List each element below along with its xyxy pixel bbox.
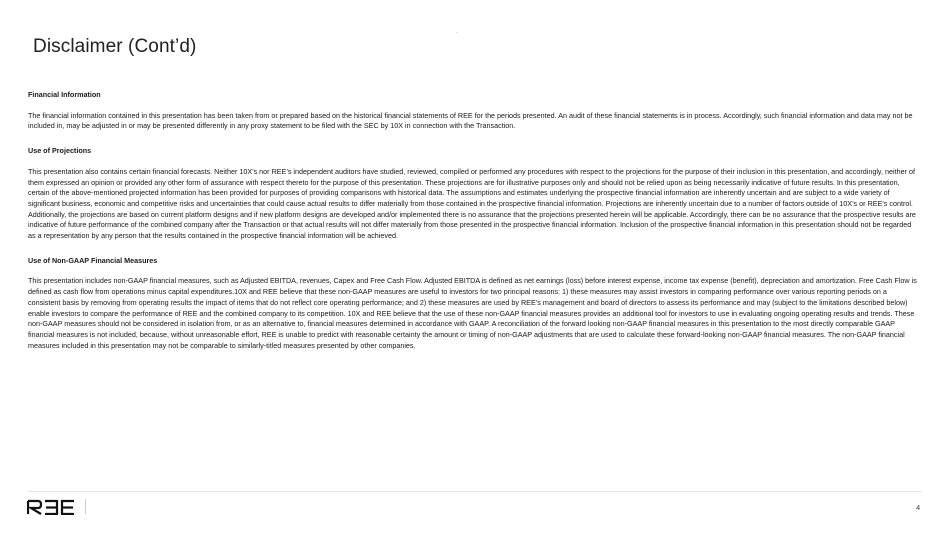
section-heading: Use of Projections bbox=[28, 146, 92, 156]
footer-divider bbox=[28, 491, 922, 492]
section-non-gaap-measures bbox=[28, 256, 920, 352]
section-heading: Use of Non-GAAP Financial Measures bbox=[28, 255, 158, 265]
logo-divider bbox=[85, 499, 86, 514]
section-body: This presentation also contains certain financial forecasts. Neither 10X’s nor REE’s independent auditors have studied, reviewed, compiled or performed any procedures with respect to the projections for the purpose of their inclusion in this presentation, and accordingly, neither of them expressed an opinion or provided any other form of assurance with respect thereto for the purpose of this presentation. These projections are for illustrative purposes only and should not be relied upon as being necessarily indicative of future results. In this presentation, certain of the above-mentioned projected information has been provided for purposes of providing comparisons with historical data. The assumptions and estimates underlying the prospective financial information are inherently uncertain and are subject to a wide variety of significant business, economic and competitive risks and uncertainties that could cause actual results to differ materially from those contained in the prospective financial information. Projections are inherently uncertain due to a number of factors outside of 10X’s or REE’s control. Additionally, the projections are based on current platform designs and if new platform designs are developed and/or implemented there is no assurance that the projections presented herein will be applicable. Accordingly, there can be no assurance that the prospective results are indicative of future performance of the combined company after the Transaction or that actual results will not differ materially from those presented in the prospective financial information. Inclusion of the prospective financial information in this presentation should not be regarded as a representation by any person that the results contained in the prospective financial information will be achieved. bbox=[28, 166, 916, 241]
page-number: 4 bbox=[916, 503, 921, 512]
ree-logo bbox=[27, 499, 75, 515]
section-body: The financial information contained in this presentation has been taken from or prepared based on the historical financial statements of REE for the periods presented. An audit of these financial statements is in process. Accordingly, such financial information and data may not be included in, may be adjusted in or may be presented differently in any proxy statement to be filed with the SEC by 10X in connection with the Transaction. bbox=[28, 110, 913, 131]
section-heading: Financial Information bbox=[28, 90, 101, 99]
section-use-of-projections bbox=[28, 146, 920, 242]
page-title: Disclaimer (Cont’d) bbox=[33, 36, 197, 57]
top-mark: · bbox=[456, 30, 458, 36]
disclaimer-content bbox=[28, 90, 920, 365]
section-body: This presentation includes non-GAAP financial measures, such as Adjusted EBITDA, revenues, Capex and Free Cash Flow. Adjusted EBITDA is defined as net earnings (loss) before interest expense, income tax expense (benefit), depreciation and amortization. Free Cash Flow is defined as cash flow from operations minus capital expenditures.10X and REE believe that these non-GAAP measures are useful to investors for two principal reasons: 1) these measures may assist investors in comparing performance over various reporting periods on a consistent basis by removing from operating results the impact of items that do not reflect core operating performance; and 2) these measures are used by REE’s management and board of directors to assess its performance and may (subject to the limitations described below) enable investors to compare the performance of REE and the combined company to its competition. 10X and REE believe that the use of these non-GAAP financial measures provides an additional tool for investors to use in evaluating ongoing operating results and trends. These non-GAAP measures should not be considered in isolation from, or as an alternative to, financial measures determined in accordance with GAAP. A reconciliation of the forward looking non-GAAP financial measures in this presentation to the most directly comparable GAAP financial measures is not included, because, without unreasonable effort, REE is unable to predict with reasonable certainty the amount or timing of non-GAAP adjustments that are used to calculate these forward-looking non-GAAP financial measures. The non-GAAP financial measures included in this presentation may not be comparable to similarly-titled measures presented by other companies. bbox=[28, 276, 917, 350]
section-financial-information bbox=[28, 90, 920, 132]
